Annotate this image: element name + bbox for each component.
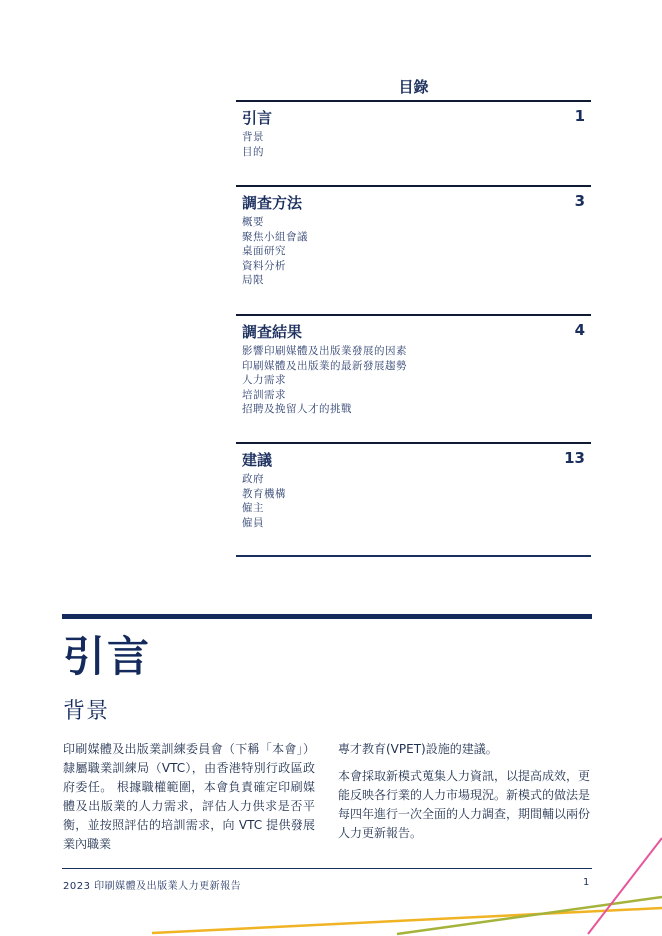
toc-item[interactable]: 人力需求: [242, 374, 286, 386]
decorative-orange-line: [152, 908, 662, 933]
toc-item[interactable]: 桌面研究: [242, 245, 286, 257]
decorative-pink-line: [588, 838, 662, 934]
toc-item[interactable]: 目的: [242, 145, 264, 158]
subsection-title: 背景: [63, 699, 110, 724]
toc-item[interactable]: 資料分析: [242, 259, 286, 272]
toc-item[interactable]: 培訓需求: [242, 388, 286, 401]
toc-item[interactable]: 招聘及挽留人才的挑戰: [242, 403, 352, 415]
toc-page-number: 1: [574, 107, 585, 125]
toc-item[interactable]: 背景: [242, 131, 264, 143]
toc-section-name[interactable]: 建議: [242, 451, 273, 469]
toc-section-name[interactable]: 調查結果: [242, 323, 303, 341]
body-paragraph: 專才教育(VPET)設施的建議。: [338, 742, 498, 756]
toc-item[interactable]: 僱主: [242, 502, 264, 514]
toc-item[interactable]: 概要: [242, 216, 264, 228]
toc-section-name[interactable]: 引言: [242, 109, 273, 127]
toc-page-number: 4: [574, 321, 585, 339]
toc-page-number: 3: [574, 192, 585, 210]
toc-item[interactable]: 聚焦小組會議: [242, 230, 308, 243]
decorative-olive-line: [397, 897, 662, 934]
toc-page-number: 13: [564, 449, 585, 467]
body-paragraph: 本會採取新模式蒐集人力資訊，以提高成效，更能反映各行業的人力市場現況。新模式的做法是每四年進行一次全面的人力調查，期間輔以兩份人力更新報告。: [338, 769, 591, 840]
footer-page-number: 1: [583, 877, 590, 888]
toc-item[interactable]: 印刷媒體及出版業的最新發展趨勢: [242, 359, 407, 372]
toc-item[interactable]: 政府: [242, 473, 264, 485]
toc-section-name[interactable]: 調查方法: [242, 194, 303, 212]
toc-item[interactable]: 教育機構: [242, 487, 286, 500]
footer-title: 2023 印刷媒體及出版業人力更新報告: [63, 881, 242, 892]
toc-item[interactable]: 局限: [242, 274, 264, 286]
toc-item[interactable]: 影響印刷媒體及出版業發展的因素: [242, 345, 407, 357]
body-paragraph: 印刷媒體及出版業訓練委員會（下稱「本會」）隸屬職業訓練局（VTC），由香港特別行政區政府委任。 根據職權範圍，本會負責確定印刷媒體及出版業的人力需求，評估人力供求是否平衡，並按照評估的培訓需求，向 VTC 提供發展業內職業: [63, 742, 315, 851]
section-title: 引言: [63, 632, 152, 681]
toc-title: 目錄: [398, 78, 429, 96]
toc-item[interactable]: 僱員: [242, 516, 264, 529]
